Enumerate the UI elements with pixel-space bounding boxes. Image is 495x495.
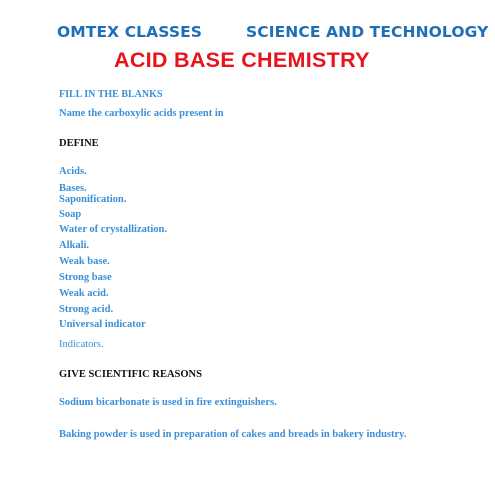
- reasons-item: Baking powder is used in preparation of cakes and breads in bakery industry.: [59, 429, 407, 440]
- reasons-item: Sodium bicarbonate is used in fire extinguishers.: [59, 397, 277, 408]
- page-title: ACID BASE CHEMISTRY: [114, 48, 370, 72]
- define-item: Weak base.: [59, 256, 110, 267]
- define-item: Saponification.: [59, 194, 127, 205]
- define-item: Soap: [59, 209, 82, 220]
- define-item: Strong base: [59, 272, 112, 283]
- header-right-label: SCIENCE AND TECHNOLOGY: [246, 23, 489, 41]
- define-item: Weak acid.: [59, 288, 109, 299]
- reasons-heading: GIVE SCIENTIFIC REASONS: [59, 369, 202, 380]
- fill-blanks-item: Name the carboxylic acids present in: [59, 108, 224, 119]
- header-left-label: OMTEX CLASSES: [57, 23, 203, 41]
- define-item: Acids.: [59, 166, 87, 177]
- define-item: Universal indicator: [59, 319, 146, 330]
- define-item: Strong acid.: [59, 304, 114, 315]
- define-item: Water of crystallization.: [59, 224, 167, 235]
- define-item: Alkali.: [59, 240, 90, 251]
- define-item: Indicators.: [59, 339, 104, 350]
- fill-blanks-heading: FILL IN THE BLANKS: [59, 89, 163, 100]
- define-heading: DEFINE: [59, 138, 99, 149]
- define-item: Bases.: [59, 183, 87, 194]
